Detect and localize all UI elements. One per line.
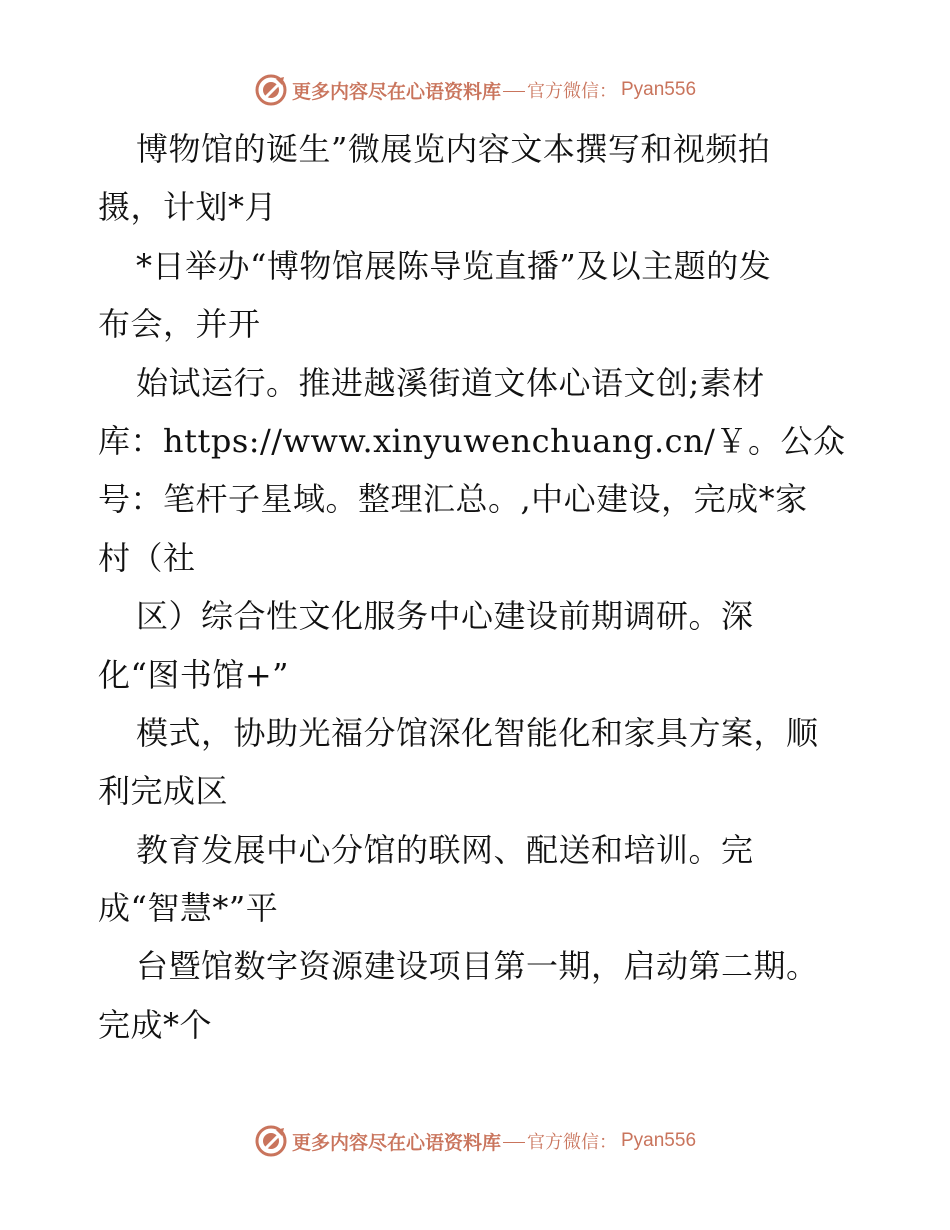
footer-official-label: 官方微信： bbox=[527, 1132, 617, 1153]
body-line: 村（社 bbox=[98, 538, 196, 577]
library-logo-icon bbox=[254, 1124, 288, 1158]
body-line: 台暨馆数字资源建设项目第一期，启动第二期。 bbox=[136, 947, 819, 986]
body-line: 库：https://www.xinyuwenchuang.cn/￥。公众 bbox=[98, 421, 846, 460]
footer-dash bbox=[503, 1142, 525, 1143]
body-line: 教育发展中心分馆的联网、配送和培训。完 bbox=[136, 830, 754, 869]
footer-watermark-banner bbox=[0, 1121, 950, 1161]
body-line: 始试运行。推进越溪街道文体心语文创;素材 bbox=[136, 363, 765, 402]
body-line: *日举办“博物馆展陈导览直播”及以主题的发 bbox=[136, 246, 772, 285]
body-line: 摄，计划*月 bbox=[98, 188, 278, 227]
header-official-label: 官方微信： bbox=[527, 81, 617, 102]
body-line: 号：笔杆子星域。整理汇总。,中心建设，完成*家 bbox=[98, 480, 808, 519]
header-wechat-id: Pyan556 bbox=[621, 79, 697, 100]
body-line: 布会，并开 bbox=[98, 305, 261, 344]
footer-wechat-id: Pyan556 bbox=[621, 1130, 697, 1151]
body-line: 博物馆的诞生”微展览内容文本撰写和视频拍 bbox=[136, 130, 771, 168]
library-logo-icon bbox=[254, 73, 288, 107]
body-line: 化“图书馆+” bbox=[98, 655, 290, 694]
body-line: 成“智慧*”平 bbox=[98, 889, 279, 928]
header-dash bbox=[503, 91, 525, 92]
header-watermark-banner bbox=[0, 70, 950, 110]
body-line: 区）综合性文化服务中心建设前期调研。深 bbox=[136, 597, 754, 636]
body-line: 模式，协助光福分馆深化智能化和家具方案，顺 bbox=[136, 713, 819, 752]
body-line: 完成*个 bbox=[98, 1005, 213, 1044]
header-brand-text: 更多内容尽在心语资料库 bbox=[291, 80, 501, 103]
document-body bbox=[98, 120, 878, 1054]
body-line: 利完成区 bbox=[98, 772, 229, 811]
footer-brand-text: 更多内容尽在心语资料库 bbox=[291, 1131, 501, 1154]
